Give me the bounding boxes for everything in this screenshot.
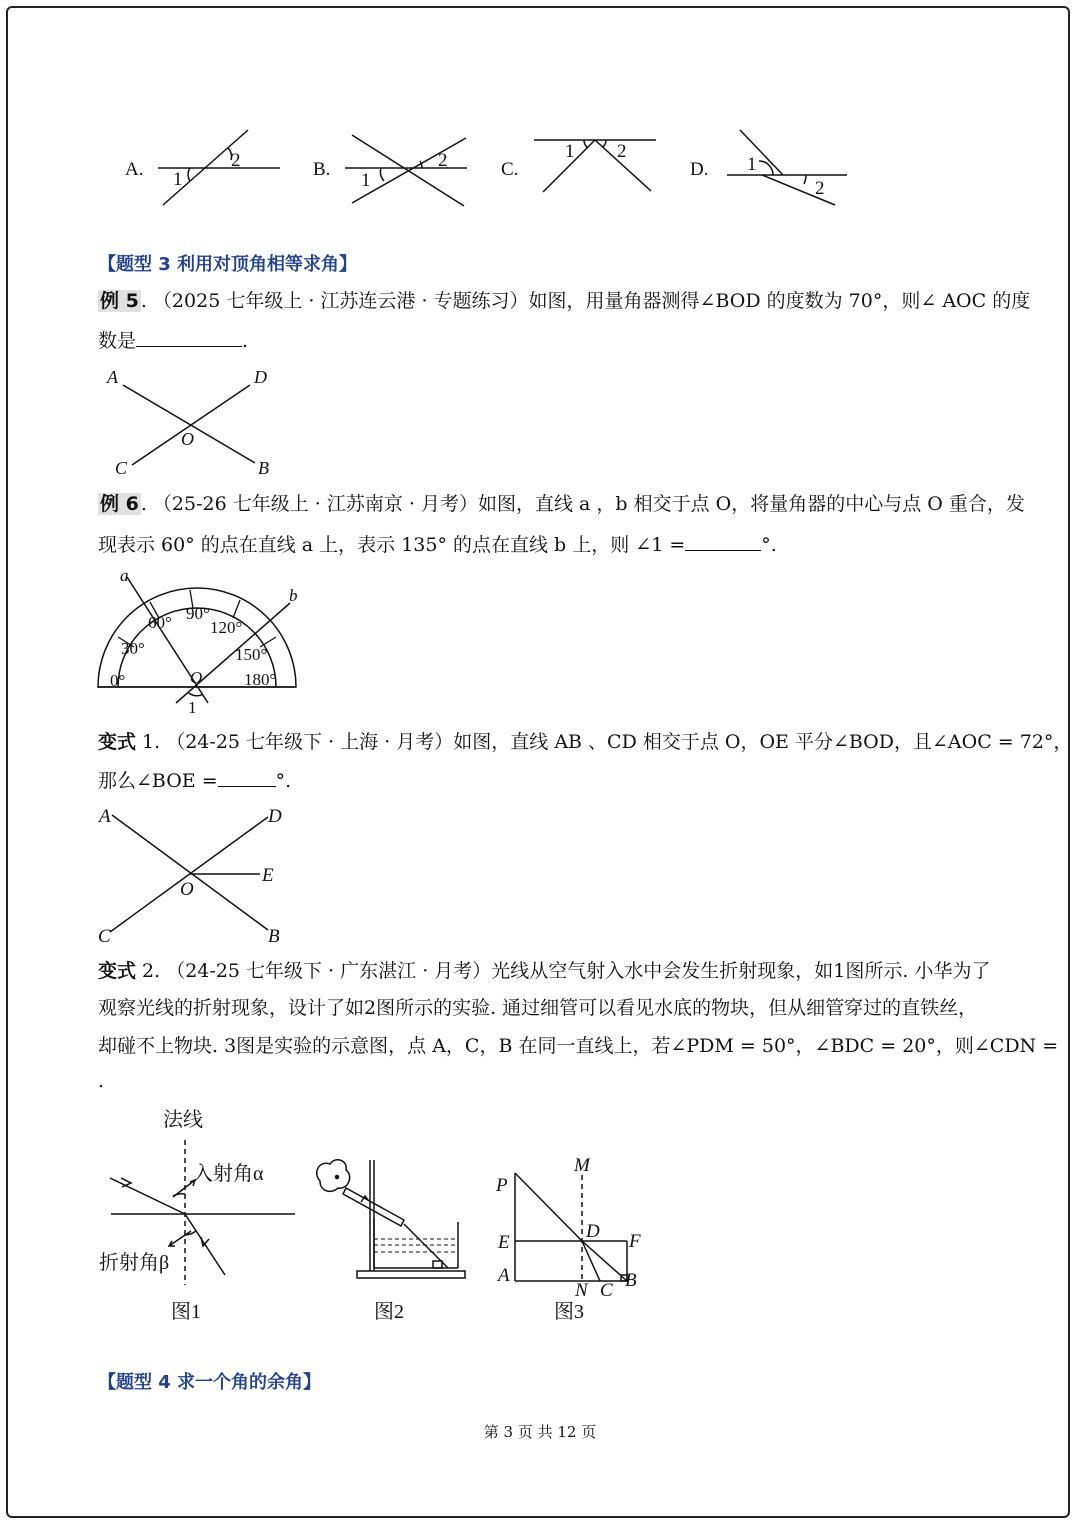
var2-fig2-base xyxy=(357,1271,465,1278)
option-a-label: A. xyxy=(125,159,144,180)
ex6-protractor-figure xyxy=(90,565,320,720)
var2-fig1-arrow-1 xyxy=(121,1178,131,1187)
option-a-angle1: 1 xyxy=(173,169,183,190)
ex6-text-3: °. xyxy=(761,534,777,556)
var2-fig2-observer-head xyxy=(317,1160,350,1192)
var2-fig1-normal-label: 法线 xyxy=(163,1109,203,1131)
var2-text-1: 2. （24-25 七年级下 · 广东湛江 · 月考）光线从空气射入水中会发生折射现象，如1图所示. 小华为了 xyxy=(136,960,991,982)
var2-fig3-label-m: M xyxy=(574,1155,590,1176)
var2-line2: 观察光线的折射现象，设计了如2图所示的实验. 通过细管可以看见水底的物块，但从细管穿过的直铁丝， xyxy=(98,997,978,1019)
var2-fig3-caption: 图3 xyxy=(554,1301,584,1323)
ex6-label-a: a xyxy=(120,566,129,585)
ex5-label-c: C xyxy=(115,458,128,478)
var1-label-b: B xyxy=(268,926,280,947)
ex6-tag: 例 6 xyxy=(100,493,139,515)
section4-title: 【题型 4 求一个角的余角】 xyxy=(98,1372,322,1393)
var2-fig1-refraction xyxy=(95,1100,305,1330)
var1-answer-blank[interactable] xyxy=(218,770,276,787)
var1-text-2: 那么∠BOE = xyxy=(98,770,218,792)
ex6-tick-120: 120° xyxy=(210,618,243,637)
ex5-label-o: O xyxy=(181,429,194,449)
option-b-angle1-arc xyxy=(380,168,384,181)
ex6-tick-60: 60° xyxy=(148,613,172,632)
var2-fig3-schematic xyxy=(490,1155,660,1330)
var2-fig1-arrow-2 xyxy=(201,1237,209,1246)
var2-tag: 变式 xyxy=(98,960,137,982)
section3-title: 【题型 3 利用对顶角相等求角】 xyxy=(98,254,358,275)
ex5-label-a: A xyxy=(107,367,118,387)
ex6-line1 xyxy=(98,495,1025,514)
option-c-angle1: 1 xyxy=(565,141,575,162)
var2-fig3-label-p: P xyxy=(496,1175,508,1196)
var2-fig3-label-c: C xyxy=(600,1280,613,1301)
ex5-label-b: B xyxy=(258,458,269,478)
option-b-angle1: 1 xyxy=(361,170,371,191)
ex6-answer-blank[interactable] xyxy=(685,534,761,551)
var2-fig3-line-pd xyxy=(515,1173,582,1241)
ex5-line-ab xyxy=(123,385,255,463)
var2-fig3-label-b: B xyxy=(625,1270,637,1291)
var1-text-1: 1. （24-25 七年级下 · 上海 · 月考）如图，直线 AB 、CD 相交于点 O，OE 平分∠BOD，且∠AOC = 72°， xyxy=(136,731,1073,753)
var1-label-o: O xyxy=(180,879,194,900)
var2-fig3-label-f: F xyxy=(629,1231,641,1252)
ex6-tick-0: 0° xyxy=(110,671,126,690)
option-c-angle1-arc xyxy=(584,140,588,148)
var2-fig1-beta-pointer xyxy=(169,1231,191,1246)
ex5-tag: 例 5 xyxy=(100,290,139,312)
option-d-angle2-arc xyxy=(804,175,806,184)
ex6-angle1-arc xyxy=(189,693,203,696)
ex5-line2 xyxy=(98,330,248,351)
ex6-text-2: 现表示 60° 的点在直线 a 上，表示 135° 的点在直线 b 上，则 ∠1 = xyxy=(98,534,686,556)
var2-fig2-experiment xyxy=(310,1150,480,1330)
var2-fig1-refraction-label: 折射角β xyxy=(99,1252,170,1274)
option-a-angle1-arc xyxy=(188,168,190,181)
var2-line4: . xyxy=(98,1070,105,1092)
ex6-tick-90: 90° xyxy=(186,604,210,623)
var1-line2 xyxy=(98,770,291,791)
option-d-label: D. xyxy=(690,159,709,180)
var2-fig3-label-d: D xyxy=(586,1221,600,1242)
var1-tag: 变式 xyxy=(98,731,137,753)
page-footer: 第 3 页 共 12 页 xyxy=(483,1423,597,1441)
ex6-label-b: b xyxy=(289,586,298,605)
var2-fig3-label-e: E xyxy=(498,1232,510,1253)
ex6-line2 xyxy=(98,534,777,555)
option-d-angle2: 2 xyxy=(815,178,825,199)
ex6-label-1: 1 xyxy=(188,698,197,717)
var2-fig2-block xyxy=(433,1261,442,1268)
option-c-angle2-arc xyxy=(603,140,606,147)
var2-fig3-line-dc xyxy=(582,1241,600,1281)
ex5-text-2: 数是 xyxy=(98,330,137,352)
var1-label-e: E xyxy=(262,865,274,886)
ex6-tick-30: 30° xyxy=(121,639,145,658)
ex5-line-cd xyxy=(132,385,250,465)
option-c-label: C. xyxy=(501,159,519,180)
ex5-line1 xyxy=(98,292,1030,311)
var2-fig2-caption: 图2 xyxy=(374,1301,404,1323)
var1-label-c: C xyxy=(98,926,111,947)
var2-line1 xyxy=(98,962,990,981)
ex6-label-o: O xyxy=(190,668,203,687)
option-a-angle2: 2 xyxy=(231,150,241,171)
ex5-text-3: . xyxy=(242,330,249,352)
var2-fig3-label-a: A xyxy=(498,1265,510,1286)
var2-line3: 却碰不上物块. 3图是实验的示意图，点 A，C，B 在同一直线上，若∠PDM = 50°，∠BDC = 20°，则∠CDN = xyxy=(98,1035,1059,1057)
var1-text-3: °. xyxy=(275,770,292,792)
options-figure xyxy=(0,115,1080,215)
var1-line1 xyxy=(98,733,1072,752)
option-b-label: B. xyxy=(313,159,331,180)
option-c-angle2: 2 xyxy=(617,141,627,162)
ex5-answer-blank[interactable] xyxy=(136,330,242,347)
ex5-figure xyxy=(95,365,295,480)
var2-fig1-caption: 图1 xyxy=(171,1301,201,1323)
var1-label-d: D xyxy=(268,806,282,827)
ex6-text-1: . （25-26 七年级上 · 江苏南京 · 月考）如图，直线 a ，b 相交于点 O，将量角器的中心与点 O 重合，发 xyxy=(140,493,1025,515)
var2-fig3-label-n: N xyxy=(575,1280,588,1301)
var1-label-a: A xyxy=(99,806,111,827)
ex6-tick-150: 150° xyxy=(235,645,268,664)
ex5-text-1: . （2025 七年级上 · 江苏连云港 · 专题练习）如图，用量角器测得∠BOD 的度数为 70°，则∠ AOC 的度 xyxy=(140,290,1031,312)
var2-fig1-incidence-label: 入射角α xyxy=(193,1163,264,1185)
option-d-angle1: 1 xyxy=(747,154,757,175)
ex6-tick-180: 180° xyxy=(244,670,277,689)
ex5-label-d: D xyxy=(254,367,267,387)
option-b-angle2: 2 xyxy=(438,150,448,171)
var1-figure xyxy=(92,800,307,950)
